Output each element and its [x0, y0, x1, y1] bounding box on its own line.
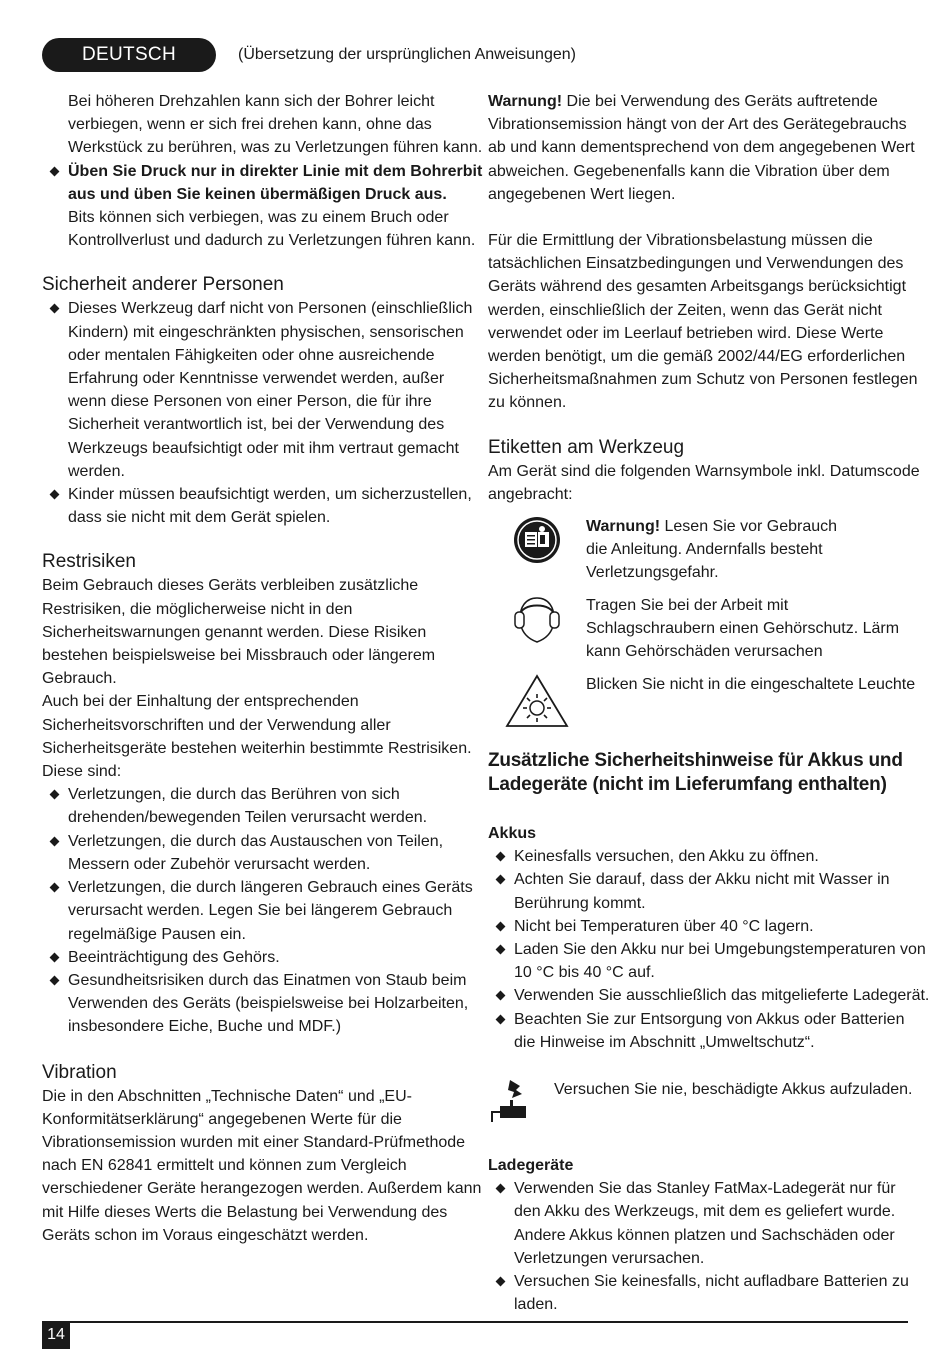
- text-line: Werkzeugs beaufsichtigt oder mit ihm vertraut gemacht: [68, 439, 459, 457]
- text-line: ab und kann dementsprechend von dem angegebenen Wert: [488, 139, 915, 157]
- bullet-diamond-icon: [496, 875, 506, 885]
- text-line: Berührung kommt.: [514, 894, 646, 912]
- symbol-text: [586, 673, 915, 696]
- symbol-row-light: [488, 673, 918, 729]
- akkus-list: [488, 845, 930, 1054]
- text-line: zu können.: [488, 394, 567, 412]
- text-line: werden, einschließlich der Zeiten, wenn das Gerät nicht: [488, 301, 882, 319]
- text-line: Verletzungen, die durch das Austauschen von Teilen,: [68, 832, 444, 850]
- list-item: [42, 876, 472, 946]
- list-item: [488, 938, 926, 984]
- left-column: [42, 90, 483, 1247]
- footer-rule: [70, 1321, 908, 1323]
- text-line: wenn diese Personen von einer Person, die für ihre: [68, 393, 432, 411]
- heading-line: Zusätzliche Sicherheitshinweise für Akkus und: [488, 750, 903, 772]
- text-line: Sicherheit verantwortlich ist, bei der Verwendung des: [68, 416, 445, 434]
- text-line: insbesondere Eiche, Buche und MDF.): [68, 1018, 342, 1036]
- text-line: Bits können sich verbiegen, was zu einem Bruch oder: [68, 209, 449, 227]
- vibration-warning: [488, 90, 918, 206]
- bullet-diamond-icon: [50, 304, 60, 314]
- text-line: Achten Sie darauf, dass der Akku nicht mit Wasser in: [514, 871, 890, 889]
- residual-paragraph: [42, 574, 472, 783]
- text-line: Schlagschraubern einen Gehörschutz. Lärm: [586, 619, 900, 637]
- section-heading-labels: Etiketten am Werkzeug: [488, 436, 685, 458]
- text-line: angegebenen Wert liegen.: [488, 185, 676, 203]
- language-badge: DEUTSCH: [42, 38, 216, 72]
- list-item: [42, 969, 472, 1039]
- text-line: Für die Ermittlung der Vibrationsbelastung müssen die: [488, 232, 873, 250]
- text-line: Verwenden Sie das Stanley FatMax-Ladegerät nur für: [514, 1180, 896, 1198]
- text-line: Nicht bei Temperaturen über 40 °C lagern.: [514, 917, 814, 935]
- text-line: oder mentalen Fähigkeiten oder ohne ausreichende: [68, 346, 435, 364]
- list-item: [42, 946, 472, 969]
- list-item: [488, 845, 918, 868]
- charger-subheading: Ladegeräte: [488, 1157, 574, 1175]
- text-line: tatsächlichen Einsatzbedingungen und Verwendungen des: [488, 255, 904, 273]
- text-line: nach EN 62841 ermittelt und können zum Vergleich: [42, 1157, 407, 1175]
- damaged-battery-row: [488, 1078, 918, 1129]
- text-line: Verletzungen, die durch das Berühren von sich: [68, 786, 400, 804]
- text-line: Verletzungsgefahr.: [586, 564, 719, 582]
- symbol-row-manual: [488, 515, 918, 585]
- symbol-text: [586, 515, 837, 585]
- symbol-row-ear: [488, 594, 918, 664]
- page-number: 14: [42, 1321, 70, 1349]
- text-line: Sicherheitsmaßnahmen zum Schutz von Personen festlegen: [488, 371, 918, 389]
- text-line: Kindern) mit eingeschränkten physischen, sensorischen: [68, 323, 464, 341]
- text-line: Gesundheitsrisiken durch das Einatmen von Staub beim: [68, 971, 467, 989]
- bullet-diamond-icon: [496, 852, 506, 862]
- right-column: [488, 90, 930, 1316]
- text-line: Sicherheitsgeräte bestehen weiterhin bestimmte Restrisiken.: [42, 739, 472, 757]
- text-line: Auch bei der Einhaltung der entsprechenden: [42, 693, 359, 711]
- section-heading-others: Sicherheit anderer Personen: [42, 274, 284, 296]
- text-line: verwendet oder im Leerlauf betrieben wird. Diese Werte: [488, 324, 884, 342]
- text-line: verschiedener Geräte herangezogen werden. Außerdem kann: [42, 1180, 482, 1198]
- text-line: werden benötigt, um die gemäß 2002/44/EG erforderlichen: [488, 348, 906, 366]
- damaged-battery-note: Versuchen Sie nie, beschädigte Akkus aufzuladen.: [554, 1081, 913, 1099]
- bullet-diamond-icon: [50, 490, 60, 500]
- list-item: [488, 1177, 918, 1270]
- bold-text: aus und üben Sie keinen übermäßigen Druck aus.: [68, 185, 447, 203]
- text-line: Sicherheitsvorschriften und der Verwendung aller: [42, 716, 391, 734]
- text-line: mit Hilfe dieses Werts die Belastung bei Verwendung des: [42, 1203, 448, 1221]
- text-line: laden.: [514, 1296, 558, 1314]
- text-line: verursacht werden. Legen Sie bei längerem Gebrauch: [68, 902, 453, 920]
- text-line: Verletzungen, die durch längeren Gebrauch eines Geräts: [68, 879, 473, 897]
- text-line: Laden Sie den Akku nur bei Umgebungstemperaturen von: [514, 941, 926, 959]
- text-line: Verwenden des Geräts (beispielsweise bei Holzarbeiten,: [68, 995, 469, 1013]
- text-line: abweichen. Gegebenenfalls kann die Vibration über dem: [488, 162, 890, 180]
- warning-label: Warnung!: [586, 518, 661, 536]
- bullet-diamond-icon: [496, 945, 506, 955]
- text-line: Gebrauch.: [42, 670, 117, 688]
- bullet-diamond-icon: [496, 991, 506, 1001]
- symbol-text: [586, 594, 899, 664]
- text-line: Kinder müssen beaufsichtigt werden, um sicherzustellen,: [68, 486, 472, 504]
- section-heading-vibration: Vibration: [42, 1061, 117, 1083]
- text-line: Messern oder Zubehör verursacht werden.: [68, 855, 371, 873]
- text-line: Sicherheitswarnungen genannt werden. Diese Risiken: [42, 623, 427, 641]
- text-line: Erfahrung oder Kenntnisse verwendet werden, außer: [68, 370, 445, 388]
- text-line: Diese sind:: [42, 763, 122, 781]
- text-line: drehenden/bewegenden Teilen verursacht werden.: [68, 809, 428, 827]
- list-item: [488, 1270, 918, 1316]
- text-line: Verletzungen verursachen.: [514, 1249, 705, 1267]
- pressure-bullet: [42, 160, 483, 253]
- text-line: bestehen beispielsweise bei Missbrauch oder längerem: [42, 647, 436, 665]
- text-line: dass sie nicht mit dem Gerät spielen.: [68, 509, 331, 527]
- text-line: verbiegen, wenn er sich frei drehen kann, ohne das: [68, 116, 432, 134]
- text-line: Geräts während des gesamten Arbeitsgangs berücksichtigt: [488, 278, 907, 296]
- text-line: werden.: [68, 462, 125, 480]
- text-line: Die bei Verwendung des Geräts auftretende: [562, 93, 878, 110]
- text-line: Die in den Abschnitten „Technische Daten“ und „EU-: [42, 1087, 412, 1105]
- list-item: [42, 483, 472, 529]
- bullet-diamond-icon: [496, 921, 506, 931]
- text-line: Geräts schon im Voraus eingeschätzt werden.: [42, 1226, 369, 1244]
- text-line: die Anleitung. Andernfalls besteht: [586, 541, 823, 559]
- bright-light-icon: [504, 673, 570, 729]
- read-manual-icon: [512, 515, 562, 565]
- bullet-diamond-icon: [50, 166, 60, 176]
- text-line: Bei höheren Drehzahlen kann sich der Bohrer leicht: [68, 93, 435, 110]
- bullet-diamond-icon: [50, 975, 60, 985]
- vibration-paragraph: [42, 1085, 482, 1247]
- text-line: Beeinträchtigung des Gehörs.: [68, 948, 280, 966]
- bold-text: Üben Sie Druck nur in direkter Linie mit dem Bohrerbit: [68, 162, 483, 180]
- akkus-subheading: Akkus: [488, 825, 537, 843]
- warning-label: Warnung!: [488, 93, 563, 110]
- text-line: Beachten Sie zur Entsorgung von Akkus oder Batterien: [514, 1010, 905, 1028]
- text-line: Tragen Sie bei der Arbeit mit: [586, 596, 789, 614]
- determination-paragraph: [488, 229, 918, 415]
- list-item: [42, 830, 472, 876]
- text-line: Am Gerät sind die folgenden Warnsymbole inkl. Datumscode: [488, 462, 920, 480]
- bullet-diamond-icon: [496, 1014, 506, 1024]
- text-line: den Akku des Werkzeugs, mit dem es geliefert wurde.: [514, 1203, 896, 1221]
- bullet-diamond-icon: [50, 883, 60, 893]
- text-line: Beim Gebrauch dieses Geräts verbleiben zusätzliche: [42, 577, 419, 595]
- text-line: Keinesfalls versuchen, den Akku zu öffnen.: [514, 848, 819, 866]
- bullet-diamond-icon: [496, 1184, 506, 1194]
- text-line: 10 °C bis 40 °C auf.: [514, 964, 655, 982]
- text-line: Vibrationsemission hängt von der Art des Gerätegebrauchs: [488, 116, 907, 134]
- list-item: [42, 783, 472, 829]
- bullet-diamond-icon: [496, 1276, 506, 1286]
- bullet-diamond-icon: [50, 952, 60, 962]
- ear-protection-icon: [512, 594, 562, 646]
- bullet-diamond-icon: [50, 790, 60, 800]
- text-line: Verwenden Sie ausschließlich das mitgelieferte Ladegerät.: [514, 987, 930, 1005]
- text-line: die Hinweise im Abschnitt „Umweltschutz“.: [514, 1033, 815, 1051]
- list-item: [488, 1008, 918, 1054]
- labels-intro: [488, 460, 918, 506]
- intro-paragraph: [42, 90, 483, 160]
- charger-list: [488, 1177, 918, 1316]
- bullet-diamond-icon: [50, 836, 60, 846]
- text-line: Vibrationsemission wurden mit einer Standard-Prüfmethode: [42, 1133, 466, 1151]
- text-line: kann Gehörschäden verursachen: [586, 643, 823, 661]
- text-line: Restrisiken, die möglicherweise nicht in den: [42, 600, 353, 618]
- text-line: Werkstück zu berühren, was zu Verletzungen führen kann.: [68, 139, 483, 157]
- text-line: angebracht:: [488, 485, 573, 503]
- list-item: [42, 297, 472, 483]
- text-line: Konformitätserklärung“ angegebenen Werte für die: [42, 1110, 402, 1128]
- list-item: [488, 915, 918, 938]
- section-heading-residual: Restrisiken: [42, 551, 136, 573]
- text-line: Versuchen Sie keinesfalls, nicht aufladbare Batterien zu: [514, 1272, 909, 1290]
- text-line: Lesen Sie vor Gebrauch: [660, 518, 838, 536]
- section-heading-battery: [488, 749, 918, 797]
- heading-line: Ladegeräte (nicht im Lieferumfang enthalten): [488, 774, 887, 796]
- damaged-battery-icon: [488, 1078, 530, 1124]
- text-line: Andere Akkus können platzen und Sachschäden oder: [514, 1226, 895, 1244]
- text-line: regelmäßige Pausen ein.: [68, 925, 246, 943]
- list-item: [488, 984, 930, 1007]
- text-line: Dieses Werkzeug darf nicht von Personen (einschließlich: [68, 300, 473, 318]
- text-line: Blicken Sie nicht in die eingeschaltete Leuchte: [586, 676, 916, 694]
- text-line: Kontrollverlust und dadurch zu Verletzungen führen kann.: [68, 232, 476, 250]
- list-item: [488, 868, 918, 914]
- translation-note: (Übersetzung der ursprünglichen Anweisungen): [238, 46, 576, 63]
